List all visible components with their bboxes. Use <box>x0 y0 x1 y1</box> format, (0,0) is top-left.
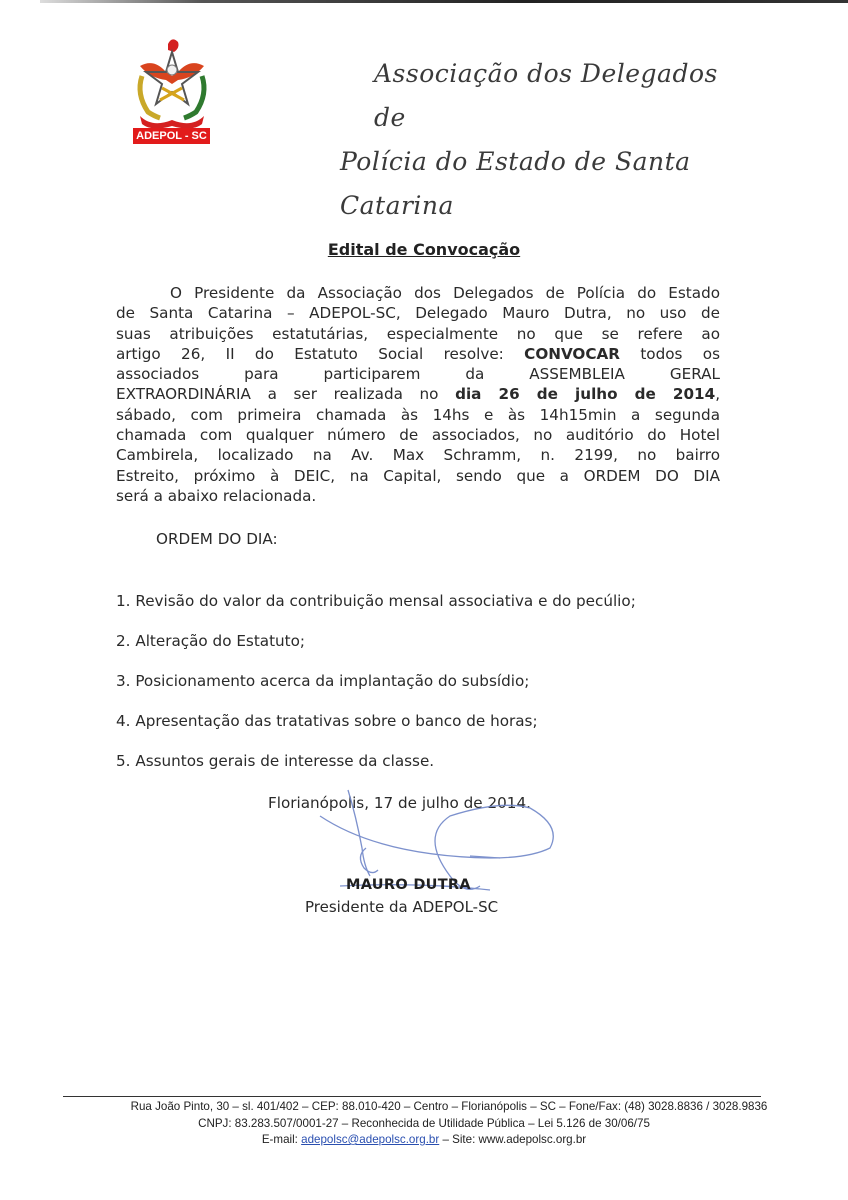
footer-address: Rua João Pinto, 30 – sl. 401/402 – CEP: 88.010-420 – Centro – Florianópolis – SC – Fone/Fax: (48) 3028.8836 / 3028.9836 <box>130 1100 768 1113</box>
letterhead-line-2: Polícia do Estado de Santa Catarina <box>340 147 691 220</box>
footer-cnpj: CNPJ: 83.283.507/0001-27 – Reconhecida de Utilidade Pública – Lei 5.126 de 30/06/75 <box>198 1116 650 1130</box>
paragraph-text: artigo 26, II do Estatuto Social resolve: <box>116 344 525 363</box>
document-title: Edital de Convocação <box>327 240 521 259</box>
paragraph-text: todos os <box>619 344 721 363</box>
footer-divider <box>63 1096 761 1097</box>
footer <box>40 1099 808 1149</box>
handwritten-signature-icon <box>300 786 570 916</box>
agenda-item: 5. Assuntos gerais de interesse da classe. <box>116 752 435 770</box>
agenda-item: 3. Posicionamento acerca da implantação do subsídio; <box>116 672 530 690</box>
paragraph-line: suas atribuições estatutárias, especialmente no que se refere ao <box>116 324 720 343</box>
paragraph-text: , <box>715 385 721 404</box>
paragraph-line: sábado, com primeira chamada às 14hs e às 14h15min a segunda <box>116 405 720 424</box>
ordem-do-dia-heading: ORDEM DO DIA: <box>156 530 278 548</box>
paragraph-line: O Presidente da Associação dos Delegados de Polícia do Estado <box>170 284 720 302</box>
email-link[interactable]: adepolsc@adepolsc.org.br <box>301 1133 440 1146</box>
paragraph-line: chamada com qualquer número de associados, no auditório do Hotel <box>116 426 720 445</box>
signer-role: Presidente da ADEPOL-SC <box>305 898 499 916</box>
paragraph-line <box>116 344 720 364</box>
paragraph-line: Cambirela, localizado na Av. Max Schramm, n. 2199, no bairro <box>116 446 720 465</box>
paragraph-text: EXTRAORDINÁRIA a ser realizada no <box>116 385 456 404</box>
letterhead-title <box>330 52 730 228</box>
date-emphasis: dia 26 de julho de 2014 <box>455 385 716 404</box>
paragraph-line <box>116 384 720 404</box>
logo-badge: ADEPOL - SC <box>133 128 210 144</box>
paragraph-line: associados para participarem da ASSEMBLEIA GERAL <box>116 365 720 384</box>
paragraph-line: será a abaixo relacionada. <box>116 486 317 505</box>
signer-name: MAURO DUTRA <box>346 877 471 893</box>
agenda-item: 2. Alteração do Estatuto; <box>116 632 306 650</box>
letterhead-line-1: Associação dos Delegados de <box>374 59 718 132</box>
agenda-item: 4. Apresentação das tratativas sobre o banco de horas; <box>116 712 538 730</box>
convocation-paragraph <box>116 283 720 506</box>
place-and-date: Florianópolis, 17 de julho de 2014. <box>268 794 531 812</box>
paragraph-line: Estreito, próximo à DEIC, na Capital, sendo que a ORDEM DO DIA <box>116 466 720 485</box>
site-text: – Site: www.adepolsc.org.br <box>439 1133 587 1146</box>
paragraph-line: de Santa Catarina – ADEPOL-SC, Delegado Mauro Dutra, no uso de <box>116 304 720 323</box>
convocar-emphasis: CONVOCAR <box>524 344 620 363</box>
scan-edge <box>40 0 848 3</box>
footer-contact <box>40 1132 808 1149</box>
email-label: E-mail: <box>261 1133 302 1146</box>
agenda-item: 1. Revisão do valor da contribuição mensal associativa e do pecúlio; <box>116 592 636 610</box>
